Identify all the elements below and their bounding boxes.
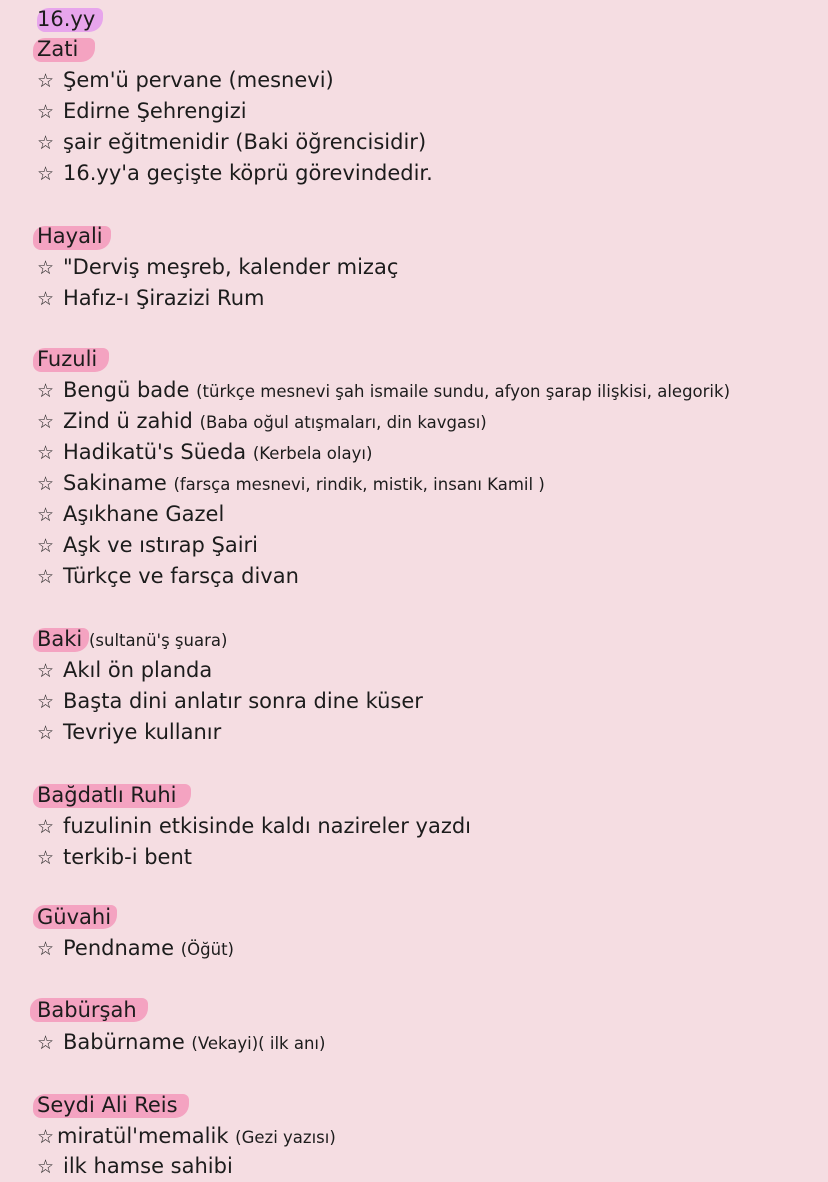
section-title-baburshah: Babürşah <box>37 998 137 1022</box>
star-icon: ☆ <box>37 816 55 838</box>
section-title-bagdatli-ruhi: Bağdatlı Ruhi <box>37 783 177 807</box>
item-text: Edirne Şehrengizi <box>63 99 247 123</box>
star-icon: ☆ <box>37 1126 55 1148</box>
item-note: (türkçe mesnevi şah ismaile sundu, afyon şarap ilişkisi, alegorik) <box>196 382 731 401</box>
item-text: miratül'memalik <box>57 1124 229 1148</box>
item-text: Aşk ve ıstırap Şairi <box>63 533 259 557</box>
item-text: Başta dini anlatır sonra dine küser <box>63 689 423 713</box>
star-icon: ☆ <box>37 70 55 92</box>
star-icon: ☆ <box>37 504 55 526</box>
list-item <box>37 128 426 156</box>
century-title: 16.yy <box>37 7 96 31</box>
item-text: fuzulinin etkisinde kaldı nazireler yazdı <box>63 814 472 838</box>
list-item <box>37 718 221 746</box>
section-title-text: Baki <box>37 627 83 651</box>
list-item <box>37 97 247 125</box>
item-text: Babürname <box>63 1030 185 1054</box>
list-item <box>37 1028 325 1056</box>
item-text: Şem'ü pervane (mesnevi) <box>63 68 334 92</box>
list-item <box>37 687 423 715</box>
section-title-note: (sultanü'ş şuara) <box>88 631 228 650</box>
list-item <box>37 656 212 684</box>
star-icon: ☆ <box>37 938 55 960</box>
list-item <box>37 1122 336 1150</box>
item-note: (Vekayi)( ilk anı) <box>191 1034 326 1053</box>
section-title-baki <box>37 625 227 653</box>
section-title-zati: Zati <box>37 37 79 61</box>
item-text: Hafız-ı Şirazizi Rum <box>63 286 265 310</box>
list-item <box>37 376 730 404</box>
list-item <box>37 812 471 840</box>
item-text: Hadikatü's Süeda <box>63 440 247 464</box>
item-text: terkib-i bent <box>63 845 192 869</box>
star-icon: ☆ <box>37 660 55 682</box>
item-text: Türkçe ve farsça divan <box>63 564 299 588</box>
star-icon: ☆ <box>37 132 55 154</box>
list-item <box>37 531 258 559</box>
star-icon: ☆ <box>37 257 55 279</box>
item-note: (Gezi yazısı) <box>235 1128 336 1147</box>
star-icon: ☆ <box>37 847 55 869</box>
list-item <box>37 500 224 528</box>
item-text: Zind ü zahid <box>63 409 193 433</box>
item-note: (farsça mesnevi, rindik, mistik, insanı Kamil ) <box>173 475 545 494</box>
item-text: Akıl ön planda <box>63 658 213 682</box>
item-text: "Derviş meşreb, kalender mizaç <box>63 255 399 279</box>
list-item <box>37 843 192 871</box>
item-text: Aşıkhane Gazel <box>63 502 225 526</box>
list-item <box>37 66 334 94</box>
section-title-hayali: Hayali <box>37 224 103 248</box>
star-icon: ☆ <box>37 473 55 495</box>
item-note: (Öğüt) <box>180 940 234 959</box>
list-item <box>37 253 398 281</box>
section-title-fuzuli: Fuzuli <box>37 347 98 371</box>
item-text: Bengü bade <box>63 378 190 402</box>
star-icon: ☆ <box>37 442 55 464</box>
star-icon: ☆ <box>37 380 55 402</box>
star-icon: ☆ <box>37 722 55 744</box>
star-icon: ☆ <box>37 566 55 588</box>
star-icon: ☆ <box>37 288 55 310</box>
star-icon: ☆ <box>37 1032 55 1054</box>
star-icon: ☆ <box>37 1156 55 1178</box>
section-title-guvahi: Güvahi <box>37 905 112 929</box>
item-note: (Kerbela olayı) <box>252 444 373 463</box>
list-item <box>37 934 234 962</box>
list-item <box>37 438 372 466</box>
star-icon: ☆ <box>37 163 55 185</box>
item-text: Sakiname <box>63 471 167 495</box>
star-icon: ☆ <box>37 411 55 433</box>
item-text: şair eğitmenidir (Baki öğrencisidir) <box>63 130 427 154</box>
item-text: Pendname <box>63 936 175 960</box>
list-item <box>37 469 545 497</box>
item-note: (Baba oğul atışmaları, din kavgası) <box>199 413 487 432</box>
list-item <box>37 284 264 312</box>
item-text: ilk hamse sahibi <box>63 1154 233 1178</box>
list-item <box>37 159 433 187</box>
star-icon: ☆ <box>37 101 55 123</box>
list-item <box>37 1152 233 1180</box>
star-icon: ☆ <box>37 691 55 713</box>
star-icon: ☆ <box>37 535 55 557</box>
section-title-seydi-ali-reis: Seydi Ali Reis <box>37 1093 178 1117</box>
item-text: 16.yy'a geçişte köprü görevindedir. <box>63 161 433 185</box>
list-item <box>37 562 299 590</box>
item-text: Tevriye kullanır <box>63 720 222 744</box>
list-item <box>37 407 487 435</box>
